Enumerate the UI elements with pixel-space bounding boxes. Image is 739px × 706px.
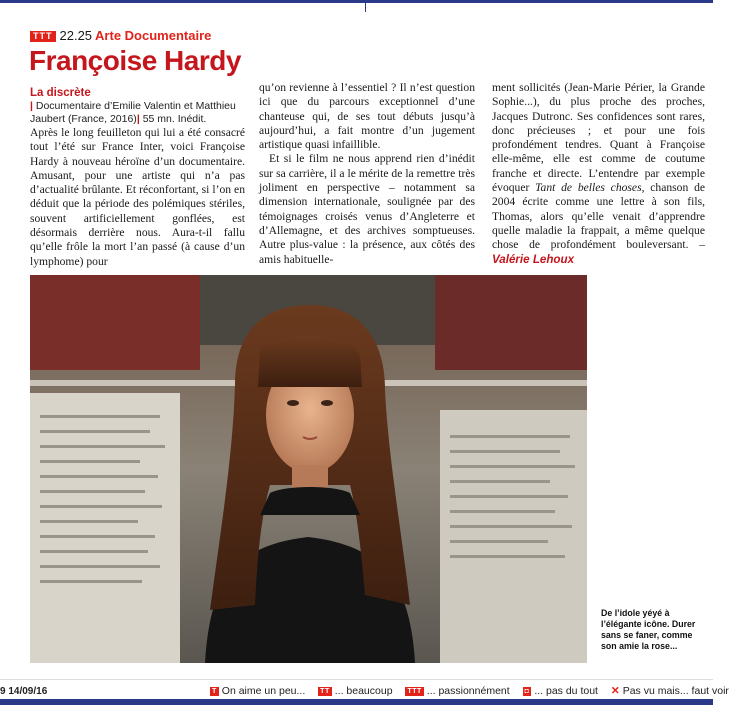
portrait-illustration <box>30 275 587 663</box>
legend-item-3 <box>405 685 509 697</box>
author-signature: Valérie Lehoux <box>492 252 575 266</box>
legend-item-4 <box>523 685 598 697</box>
legend-item-2 <box>318 685 392 697</box>
portrait-photo <box>30 275 587 663</box>
legend-label: ... pas du tout <box>534 685 598 697</box>
credits-bar: | <box>30 100 33 112</box>
top-rule <box>0 0 713 3</box>
top-rule-tick <box>365 0 366 12</box>
paragraph-2: qu’on revienne à l’essentiel ? Il n’est question ici que du parcours exceptionnel d’une chanteuse qui, de ses tout débuts jusqu’à aujourd’hui, a fait montre d’un jugement artistique quasi infaillible. <box>259 81 475 152</box>
legend-item-5 <box>611 685 729 697</box>
broadcast-time: 22.25 <box>59 28 93 43</box>
cross-icon: ✕ <box>610 685 620 697</box>
rating-mark: TT <box>320 688 330 695</box>
subhead: La discrète <box>30 87 91 99</box>
column-3 <box>492 81 705 267</box>
column-2 <box>259 81 475 267</box>
rating-legend <box>210 685 739 697</box>
credits <box>30 100 245 126</box>
legend-label: ... passionnément <box>426 685 510 697</box>
paragraph-4-text: ment sollicités (Jean-Marie Périer, la Grande Sophie...), du plus proche des proches, Jacques Dutronc. Ses confidences sont rares, donc précieuses ; et pour une fois profondément tendres. Quant à Françoise elle-même, elle est comme de coutume franche et directe. L’entendre par exemple évoquer <box>492 81 705 195</box>
paragraph-4 <box>492 81 705 267</box>
channel-name: Arte Documentaire <box>95 28 212 43</box>
paragraph-1: Après le long feuilleton qui lui a été consacré tout l’été sur France Inter, voici Françoise Hardy à nouveau héroïne d’un documentaire. Amusant, pour une artiste qui n’a pas d’actualité brûlante. Et réconfortant, si l’on en déduit que la période des polémiques stériles, souvent artificiellement gonflées, est désormais derrière nous. Aura-t-il fallu qu’elle frôle la mort l’an passé (à cause d’un lymphome) pour <box>30 126 245 268</box>
legend-label: Pas vu mais... faut voir <box>622 685 729 697</box>
rating-mark: ◘ <box>524 688 530 695</box>
article-title: Françoise Hardy <box>29 45 241 76</box>
legend-item-1 <box>210 685 305 697</box>
photo-caption: De l’idole yéyé à l’élégante icône. Durer sans se faner, comme son amie la rose... <box>601 608 696 651</box>
song-title: Tant de belles choses, <box>535 181 645 195</box>
rating-mark: TTT <box>407 688 422 695</box>
footer-date: 9 14/09/16 <box>0 686 48 697</box>
program-kicker <box>30 28 211 43</box>
credits-bar-2: | <box>136 113 140 125</box>
rating-mark: T <box>212 688 217 695</box>
legend-label: On aime un peu... <box>221 685 306 697</box>
paragraph-4-text-2: chanson de 2004 écrite comme une lettre à son fils, Thomas, alors qu’elle venait d’apprendre quelle maladie la frappait, a même quelque chose de profondément bouleversant. – <box>492 181 706 252</box>
legend-label: ... beaucoup <box>334 685 393 697</box>
runtime: 55 mn. Inédit. <box>142 113 207 125</box>
paragraph-3: Et si le film ne nous apprend rien d’inédit sur sa carrière, il a le mérite de la remettre très joliment en perspective – notamment sa dimension internationale, soulignée par des témoignages croisés venus d’Angleterre et d’Allemagne, et des archives somptueuses. Autre plus-value : la présence, aux côtés des amis habituelle- <box>259 152 475 266</box>
rating-badge: TTT <box>30 31 56 42</box>
credits-text: Documentaire d’Emilie Valentin et Matthieu Jaubert (France, 2016) <box>30 100 236 125</box>
column-1 <box>30 86 245 269</box>
bottom-rule <box>0 699 713 705</box>
